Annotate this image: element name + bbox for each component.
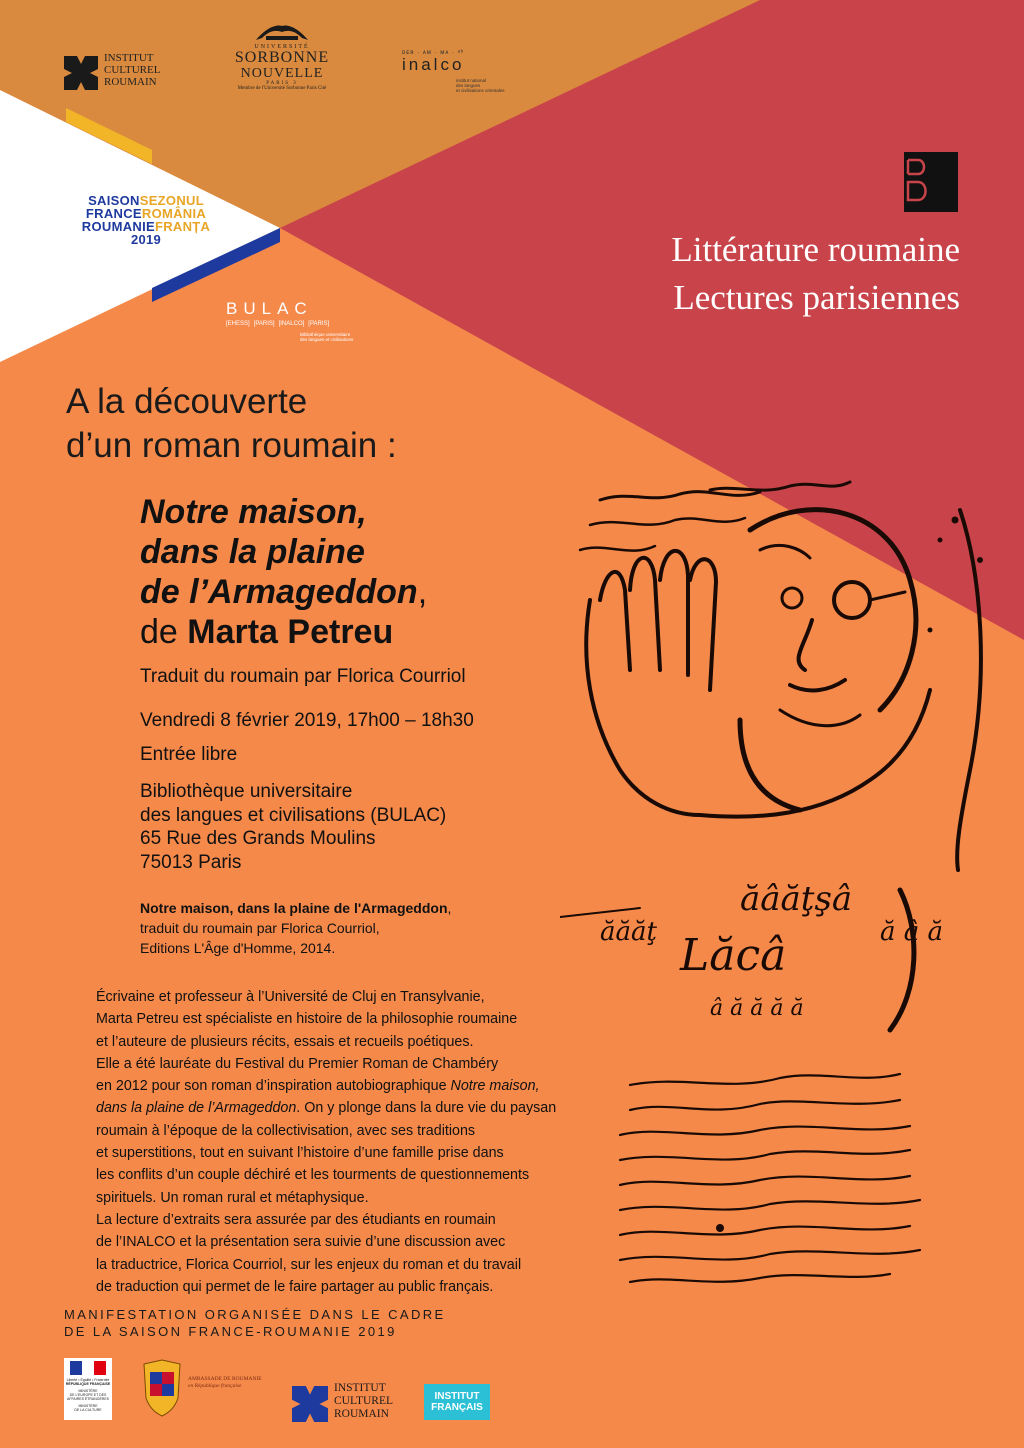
svg-text:â ă ă ă ă: â ă ă ă ă [710,996,804,1021]
icr-bottom-line-1: INSTITUT [334,1382,386,1394]
saison-logo [66,194,226,246]
venue-line-1: Bibliothèque universitaire [140,781,353,802]
sorbonne-line-2: NOUVELLE [240,66,324,81]
saison-year: 2019 [130,232,162,247]
icr-cross-icon [292,1386,328,1422]
footer-line-1: MANIFESTATION ORGANISÉE DANS LE CADRE [64,1307,446,1322]
description-line: Écrivaine et professeur à l’Université de Cluj en Transylvanie, [96,989,485,1005]
description-line: la traductrice, Florica Courriol, sur les enjeux du roman et du travail [96,1256,522,1273]
icr-logo-top [64,52,174,96]
bulac-member-1: [EHESS] [226,321,250,327]
if-line-2: FRANÇAIS [431,1402,483,1413]
description-line: et l’auteure de plusieurs récits, essais et recueils poétiques. [96,1033,474,1050]
ambassade-logo [140,1358,280,1420]
icr-bottom-line-2: CULTUREL [334,1395,393,1407]
icr-line-1: INSTITUT [104,52,154,64]
event-date: Vendredi 8 février 2019, 17h00 – 18h30 [140,710,474,731]
sorbonne-logo [222,22,342,112]
description-text: . On y plonge dans la dure vie du paysan [296,1100,557,1117]
description-italic: Notre maison, [450,1078,540,1095]
sorbonne-small: UNIVERSITÉ [254,44,310,50]
ambassade-line-2: en République française [188,1382,242,1389]
description-text: en 2012 pour son roman d’inspiration autobiographique [96,1078,451,1095]
icr-bottom-line-3: ROUMAIN [334,1408,389,1420]
author-name: Marta Petreu [187,613,394,651]
description-italic: dans la plaine de l’Armageddon [96,1100,297,1117]
icr-line-3: ROUMAIN [104,76,157,88]
venue-line-4: 75013 Paris [140,851,242,873]
bulac-logo [226,300,376,342]
book-title-block [140,492,427,652]
bulac-member-3: [INALCO] [278,321,305,327]
marianne-icon [64,1358,112,1378]
institut-francais-logo [424,1384,490,1420]
reference-title: Notre maison, dans la plaine de l'Armageddon [140,900,448,916]
inalco-script: ᴅᴇʀ · ᴀᴍ · ᴍᴀ · ᵃᵇ [402,50,465,56]
description-line: et superstitions, tout en suivant l’histoire d’une famille prise dans [96,1145,504,1162]
description-line: roumain à l’époque de la collectivisation, avec ses traditions [96,1122,476,1139]
bulac-member-2: [PARIS] [253,321,275,327]
series-monogram-icon [904,152,958,212]
sorbonne-paris: PARIS 3 [266,81,298,86]
inalco-name: inalco [402,55,465,74]
republique-francaise-logo [64,1358,112,1420]
if-line-1: INSTITUT [434,1391,480,1402]
author-prefix: de [140,613,188,651]
culture-line-2: DE LA CULTURE [74,1408,102,1412]
heading-line-1: A la découverte [66,382,308,421]
bulac-sub-1: Bibliothèque universitaire [300,332,351,337]
reference-comma: , [447,900,452,916]
footer-note [64,1306,446,1340]
ministere-line-2: DE L'EUROPE ET DES [69,1393,107,1397]
ministere-line-1: MINISTÈRE [78,1389,98,1393]
inalco-sub-1: institut national [456,78,487,83]
main-heading [66,380,397,468]
description [96,986,556,1298]
heading-line-2: d’un roman roumain : [66,426,397,465]
description-line: Elle a été lauréate du Festival du Premier Roman de Chambéry [96,1055,499,1072]
saison-left-2: FRANCE [85,206,142,221]
translator-line: Traduit du roumain par Florica Courriol [140,666,466,687]
bulac-sub-2: des langues et civilisations [300,337,354,342]
description-line: Marta Petreu est spécialiste en histoire de la philosophie roumaine [96,1011,518,1028]
book-title-3-comma: , [417,573,428,611]
svg-text:ă â ă: ă â ă [880,917,944,947]
description-line: de traduction qui permet de le faire partager au public français. [96,1278,494,1295]
saison-right-1: SEZONUL [139,193,204,208]
ambassade-line-1: AMBASSADE DE ROUMANIE [188,1376,262,1382]
svg-text:ăâăţşâ: ăâăţşâ [740,879,853,919]
description-line: de l’INALCO et la présentation sera suivie d’une discussion avec [96,1234,506,1251]
series-line-2: Lectures parisiennes [673,278,960,317]
book-title-1: Notre maison, [140,493,367,531]
reference-line-3: Editions L'Âge d'Homme, 2014. [140,940,336,956]
series-title [671,226,960,322]
saison-right-3: FRANȚA [154,219,211,234]
inalco-logo [402,50,512,98]
event-entry: Entrée libre [140,744,238,765]
bulac-name: BULAC [226,299,313,318]
icr-line-2: CULTUREL [104,64,161,76]
book-title-3: de l’Armageddon [140,573,418,611]
description-line: spirituels. Un roman rural et métaphysique. [96,1189,369,1206]
venue-line-3: 65 Rue des Grands Moulins [140,828,376,849]
series-line-1: Littérature roumaine [671,230,960,269]
rf-name: RÉPUBLIQUE FRANÇAISE [65,1382,111,1386]
rf-motto: Liberté • Égalité • Fraternité [66,1378,110,1382]
series-logo-box [904,152,958,212]
saison-left-1: SAISON [88,193,140,208]
ministere-line-3: AFFAIRES ÉTRANGÈRES [66,1397,109,1401]
romanian-coat-of-arms-icon [140,1358,184,1418]
sorbonne-member: Membre de l'Université Sorbonne Paris Cité [237,86,327,91]
icr-cross-icon [64,56,98,90]
venue-line-2: des langues et civilisations (BULAC) [140,804,447,826]
event-venue [140,780,446,874]
footer-line-2: DE LA SAISON FRANCE-ROUMANIE 2019 [64,1324,397,1339]
culture-line-1: MINISTÈRE [78,1404,98,1408]
reference-line-2: traduit du roumain par Florica Courriol, [140,920,380,936]
sorbonne-line-1: SORBONNE [234,49,330,66]
description-line: les conflits d’un couple déchiré et les tourments de questionnements [96,1167,530,1184]
svg-text:ăăăţ: ăăăţ [600,917,657,947]
book-title-2: dans la plaine [140,533,365,571]
inalco-sub-3: et civilisations orientales [456,88,505,93]
ink-portrait-illustration [560,470,1000,1300]
saison-left-3: ROUMANIE [81,219,155,234]
description-line: La lecture d’extraits sera assurée par des étudiants en roumain [96,1211,496,1228]
saison-right-2: ROMÂNIA [141,206,207,221]
bulac-member-4: [PARIS] [308,321,330,327]
svg-text:Lăcâ: Lăcâ [680,930,787,981]
book-reference [140,898,451,958]
icr-logo-bottom [292,1382,412,1424]
inalco-sub-2: des langues [456,83,481,88]
sorbonne-emblem-icon [252,22,312,44]
